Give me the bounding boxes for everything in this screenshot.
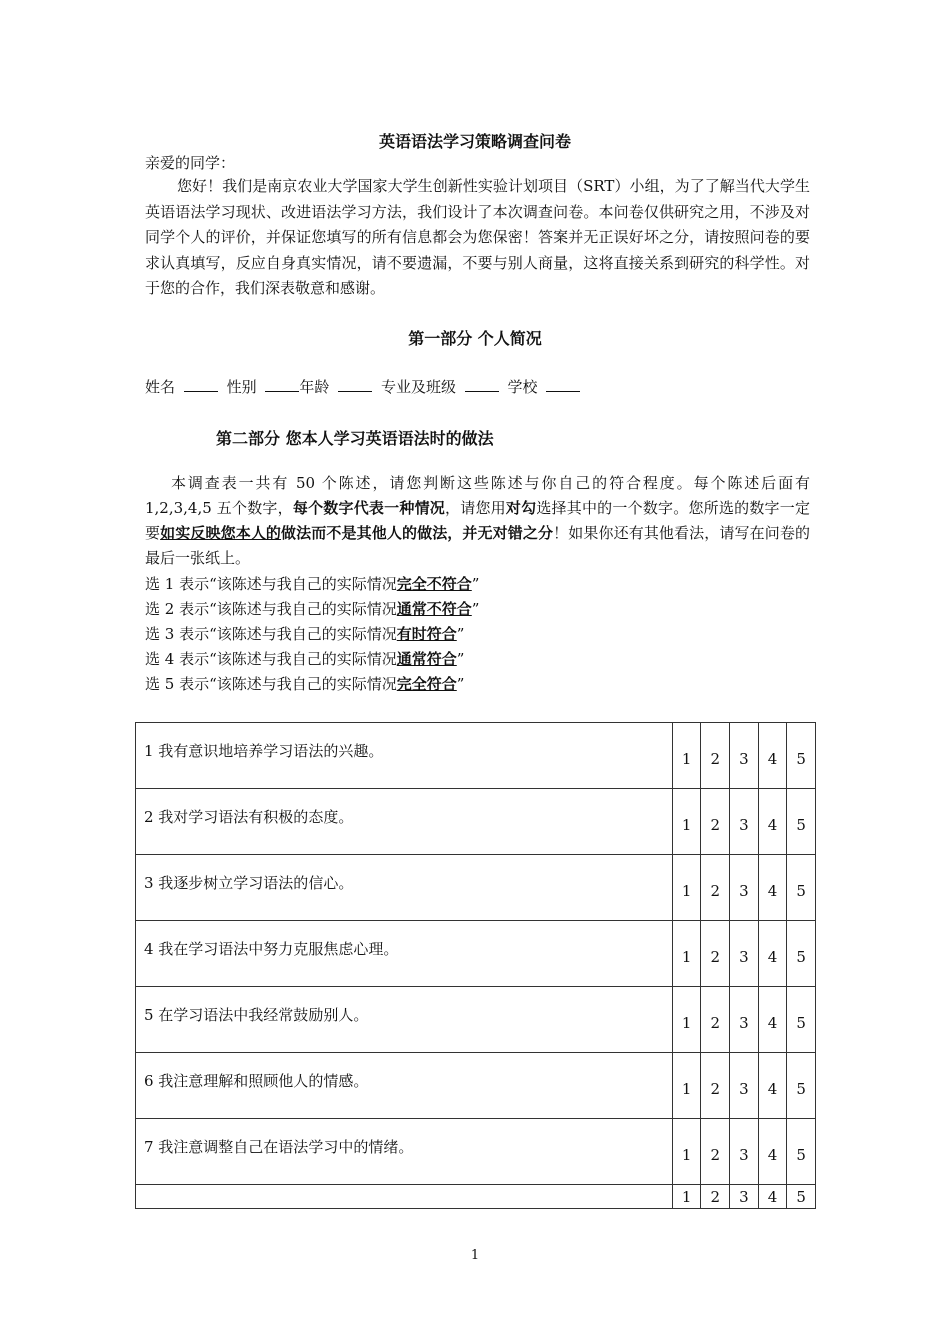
rating-option-3[interactable]: 3 <box>730 855 759 921</box>
rating-option-1[interactable]: 1 <box>672 921 701 987</box>
major-field[interactable] <box>465 377 499 392</box>
rating-option-5[interactable]: 5 <box>787 855 816 921</box>
rating-option-3[interactable]: 3 <box>730 987 759 1053</box>
rating-option-3[interactable]: 3 <box>730 723 759 789</box>
table-row <box>136 723 816 789</box>
table-row <box>136 789 816 855</box>
part2-heading: 第二部分 您本人学习英语语法时的做法 <box>216 429 494 448</box>
rating-option-4[interactable]: 4 <box>758 855 787 921</box>
rating-option-1[interactable]: 1 <box>672 789 701 855</box>
rating-option-3[interactable]: 3 <box>730 1119 759 1185</box>
rating-option-2[interactable]: 2 <box>701 855 730 921</box>
rating-option-2[interactable]: 2 <box>701 1185 730 1209</box>
table-row <box>136 1119 816 1185</box>
instr-text: 本调查表一共有 50 个陈述，请您判断这些陈述与你自己的符合程度。每个陈述后面有 1,2,3,4,5 五个数字， <box>145 474 810 517</box>
statement-text <box>136 1185 673 1209</box>
instr-bold: 每个数字代表一种情况 <box>292 499 446 517</box>
rating-option-2[interactable]: 2 <box>701 1119 730 1185</box>
scale-legend-item: 选 2 表示“该陈述与我自己的实际情况通常不符合” <box>145 600 480 618</box>
rating-option-3[interactable]: 3 <box>730 789 759 855</box>
instructions-paragraph <box>145 471 810 571</box>
scale-legend-item: 选 3 表示“该陈述与我自己的实际情况有时符合” <box>145 625 465 643</box>
name-label: 姓名 <box>145 378 176 396</box>
rating-option-3[interactable]: 3 <box>730 1185 759 1209</box>
rating-option-1[interactable]: 1 <box>672 1053 701 1119</box>
rating-option-1[interactable]: 1 <box>672 1185 701 1209</box>
rating-option-2[interactable]: 2 <box>701 1053 730 1119</box>
rating-option-4[interactable]: 4 <box>758 789 787 855</box>
salutation: 亲爱的同学： <box>145 154 236 172</box>
personal-info-line <box>145 376 584 397</box>
statement-text: 1 我有意识地培养学习语法的兴趣。 <box>136 723 673 789</box>
rating-option-2[interactable]: 2 <box>701 723 730 789</box>
page-number: 1 <box>470 1248 480 1263</box>
rating-option-5[interactable]: 5 <box>787 921 816 987</box>
rating-option-2[interactable]: 2 <box>701 921 730 987</box>
instr-bold: 做法而不是其他人的做法，并无对错之分 <box>281 524 554 542</box>
scale-legend <box>145 572 479 697</box>
instr-text: ，请您用 <box>445 499 506 517</box>
statement-text: 6 我注意理解和照顾他人的情感。 <box>136 1053 673 1119</box>
rating-option-4[interactable]: 4 <box>758 1053 787 1119</box>
rating-option-2[interactable]: 2 <box>701 789 730 855</box>
rating-option-4[interactable]: 4 <box>758 1185 787 1209</box>
rating-option-5[interactable]: 5 <box>787 723 816 789</box>
rating-option-4[interactable]: 4 <box>758 723 787 789</box>
school-field[interactable] <box>546 377 580 392</box>
gender-label: 性别 <box>226 378 257 396</box>
rating-option-3[interactable]: 3 <box>730 921 759 987</box>
instr-text: ！如果你还有其他看法，请写在问卷的最后一张纸上。 <box>145 524 810 567</box>
instr-underlined: 如实反映您本人的 <box>160 524 282 542</box>
rating-option-2[interactable]: 2 <box>701 987 730 1053</box>
scale-legend-item: 选 5 表示“该陈述与我自己的实际情况完全符合” <box>145 675 465 693</box>
table-row <box>136 1185 816 1209</box>
gender-field[interactable] <box>265 377 299 392</box>
scale-legend-item: 选 1 表示“该陈述与我自己的实际情况完全不符合” <box>145 575 480 593</box>
age-field[interactable] <box>338 377 372 392</box>
statement-text: 3 我逐步树立学习语法的信心。 <box>136 855 673 921</box>
statement-text: 2 我对学习语法有积极的态度。 <box>136 789 673 855</box>
part1-heading: 第一部分 个人简况 <box>408 329 542 348</box>
statement-text: 5 在学习语法中我经常鼓励别人。 <box>136 987 673 1053</box>
table-row <box>136 855 816 921</box>
scale-legend-item: 选 4 表示“该陈述与我自己的实际情况通常符合” <box>145 650 465 668</box>
rating-option-5[interactable]: 5 <box>787 789 816 855</box>
table-row <box>136 1053 816 1119</box>
rating-option-1[interactable]: 1 <box>672 855 701 921</box>
intro-paragraph: 您好！我们是南京农业大学国家大学生创新性实验计划项目（SRT）小组，为了了解当代大学生英语语法学习现状、改进语法学习方法，我们设计了本次调查问卷。本问卷仅供研究之用，不涉及对同学个人的评价，并保证您填写的所有信息都会为您保密！答案并无正误好坏之分，请按照问卷的要求认真填写，反应自身真实情况，请不要遗漏，不要与别人商量，这将直接关系到研究的科学性。对于您的合作，我们深表敬意和感谢。 <box>145 177 810 297</box>
instr-bold: 对勾 <box>505 499 537 517</box>
statement-text: 7 我注意调整自己在语法学习中的情绪。 <box>136 1119 673 1185</box>
name-field[interactable] <box>184 377 218 392</box>
rating-option-1[interactable]: 1 <box>672 723 701 789</box>
instr-text: 选择其中的一个数字。您所选的数字一定要 <box>145 499 810 542</box>
rating-option-3[interactable]: 3 <box>730 1053 759 1119</box>
rating-option-5[interactable]: 5 <box>787 1119 816 1185</box>
rating-option-1[interactable]: 1 <box>672 987 701 1053</box>
rating-option-1[interactable]: 1 <box>672 1119 701 1185</box>
major-label: 专业及班级 <box>380 378 456 396</box>
age-label: 年龄 <box>299 378 330 396</box>
questionnaire-table <box>135 722 816 1209</box>
rating-option-4[interactable]: 4 <box>758 1119 787 1185</box>
rating-option-4[interactable]: 4 <box>758 987 787 1053</box>
rating-option-5[interactable]: 5 <box>787 987 816 1053</box>
rating-option-5[interactable]: 5 <box>787 1053 816 1119</box>
table-row <box>136 921 816 987</box>
statement-text: 4 我在学习语法中努力克服焦虑心理。 <box>136 921 673 987</box>
rating-option-4[interactable]: 4 <box>758 921 787 987</box>
rating-option-5[interactable]: 5 <box>787 1185 816 1209</box>
page-title: 英语语法学习策略调查问卷 <box>378 132 571 151</box>
school-label: 学校 <box>507 378 538 396</box>
table-row <box>136 987 816 1053</box>
